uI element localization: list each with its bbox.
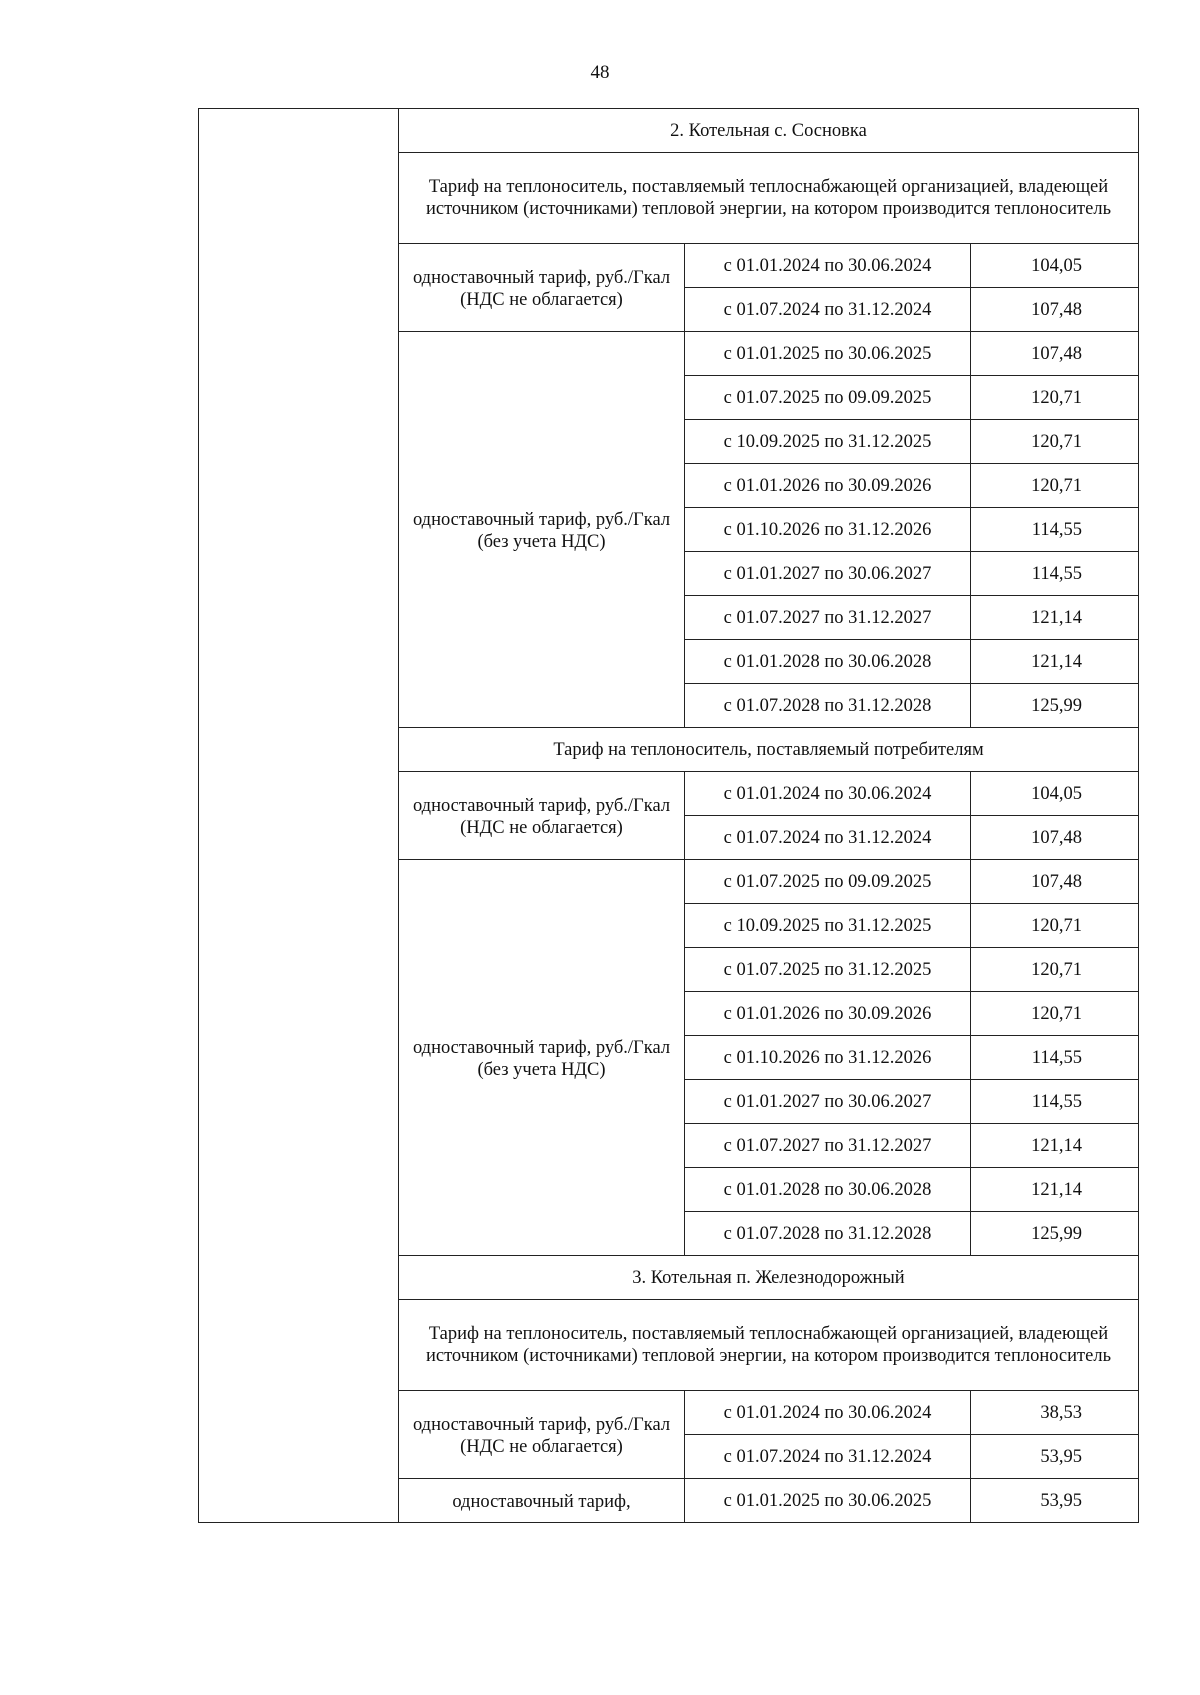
- tariff-value: 38,53: [971, 1391, 1139, 1435]
- tariff-period: с 01.10.2026 по 31.12.2026: [685, 508, 971, 552]
- tariff-period: с 01.07.2025 по 09.09.2025: [685, 376, 971, 420]
- tariff-period: с 01.01.2026 по 30.09.2026: [685, 992, 971, 1036]
- tariff-table-body: [199, 109, 1139, 1523]
- tariff-period: с 01.01.2025 по 30.06.2025: [685, 332, 971, 376]
- tariff-value: 114,55: [971, 508, 1139, 552]
- tariff-period: с 01.07.2024 по 31.12.2024: [685, 288, 971, 332]
- tariff-type-label: одноставочный тариф,: [399, 1479, 685, 1523]
- tariff-period: с 01.07.2028 по 31.12.2028: [685, 684, 971, 728]
- tariff-value: 114,55: [971, 1036, 1139, 1080]
- tariff-period: с 01.01.2025 по 30.06.2025: [685, 1479, 971, 1523]
- tariff-period: с 01.07.2025 по 09.09.2025: [685, 860, 971, 904]
- left-empty-column: [199, 109, 399, 1523]
- tariff-value: 125,99: [971, 684, 1139, 728]
- tariff-value: 114,55: [971, 552, 1139, 596]
- tariff-value: 104,05: [971, 772, 1139, 816]
- tariff-type-label: одноставочный тариф, руб./Гкал (НДС не облагается): [399, 1391, 685, 1479]
- tariff-period: с 01.07.2027 по 31.12.2027: [685, 1124, 971, 1168]
- tariff-period: с 01.01.2024 по 30.06.2024: [685, 1391, 971, 1435]
- section-title-row: [199, 109, 1139, 153]
- tariff-value: 120,71: [971, 376, 1139, 420]
- tariff-period: с 01.07.2027 по 31.12.2027: [685, 596, 971, 640]
- tariff-period: с 01.01.2027 по 30.06.2027: [685, 1080, 971, 1124]
- tariff-value: 104,05: [971, 244, 1139, 288]
- tariff-value: 107,48: [971, 816, 1139, 860]
- tariff-period: с 01.01.2028 по 30.06.2028: [685, 640, 971, 684]
- tariff-value: 114,55: [971, 1080, 1139, 1124]
- section-title: 3. Котельная п. Железнодорожный: [399, 1256, 1139, 1300]
- tariff-value: 125,99: [971, 1212, 1139, 1256]
- tariff-value: 107,48: [971, 860, 1139, 904]
- tariff-table: [198, 108, 1139, 1523]
- tariff-value: 107,48: [971, 332, 1139, 376]
- section-title: 2. Котельная с. Сосновка: [399, 109, 1139, 153]
- tariff-value: 121,14: [971, 1168, 1139, 1212]
- section-description: Тариф на теплоноситель, поставляемый теплоснабжающей организацией, владеющей источником (источниками) тепловой энергии, на котором производится теплоноситель: [399, 1300, 1139, 1391]
- tariff-type-label: одноставочный тариф, руб./Гкал (НДС не облагается): [399, 772, 685, 860]
- tariff-type-label: одноставочный тариф, руб./Гкал (НДС не облагается): [399, 244, 685, 332]
- tariff-period: с 10.09.2025 по 31.12.2025: [685, 904, 971, 948]
- tariff-type-label: одноставочный тариф, руб./Гкал (без учета НДС): [399, 860, 685, 1256]
- tariff-value: 120,71: [971, 420, 1139, 464]
- page-number: 48: [590, 62, 610, 83]
- tariff-period: с 01.07.2028 по 31.12.2028: [685, 1212, 971, 1256]
- tariff-value: 120,71: [971, 992, 1139, 1036]
- tariff-value: 121,14: [971, 1124, 1139, 1168]
- tariff-period: с 01.01.2027 по 30.06.2027: [685, 552, 971, 596]
- tariff-value: 121,14: [971, 596, 1139, 640]
- tariff-period: с 01.07.2024 по 31.12.2024: [685, 816, 971, 860]
- tariff-value: 53,95: [971, 1435, 1139, 1479]
- section-description: Тариф на теплоноситель, поставляемый теплоснабжающей организацией, владеющей источником (источниками) тепловой энергии, на котором производится теплоноситель: [399, 153, 1139, 244]
- tariff-value: 121,14: [971, 640, 1139, 684]
- tariff-value: 120,71: [971, 464, 1139, 508]
- tariff-period: с 01.01.2028 по 30.06.2028: [685, 1168, 971, 1212]
- section-title: Тариф на теплоноситель, поставляемый потребителям: [399, 728, 1139, 772]
- tariff-value: 53,95: [971, 1479, 1139, 1523]
- tariff-type-label: одноставочный тариф, руб./Гкал (без учета НДС): [399, 332, 685, 728]
- tariff-value: 120,71: [971, 948, 1139, 992]
- tariff-period: с 01.01.2024 по 30.06.2024: [685, 244, 971, 288]
- tariff-value: 120,71: [971, 904, 1139, 948]
- tariff-period: с 01.10.2026 по 31.12.2026: [685, 1036, 971, 1080]
- tariff-period: с 10.09.2025 по 31.12.2025: [685, 420, 971, 464]
- tariff-period: с 01.01.2026 по 30.09.2026: [685, 464, 971, 508]
- tariff-period: с 01.07.2025 по 31.12.2025: [685, 948, 971, 992]
- tariff-period: с 01.07.2024 по 31.12.2024: [685, 1435, 971, 1479]
- tariff-period: с 01.01.2024 по 30.06.2024: [685, 772, 971, 816]
- tariff-value: 107,48: [971, 288, 1139, 332]
